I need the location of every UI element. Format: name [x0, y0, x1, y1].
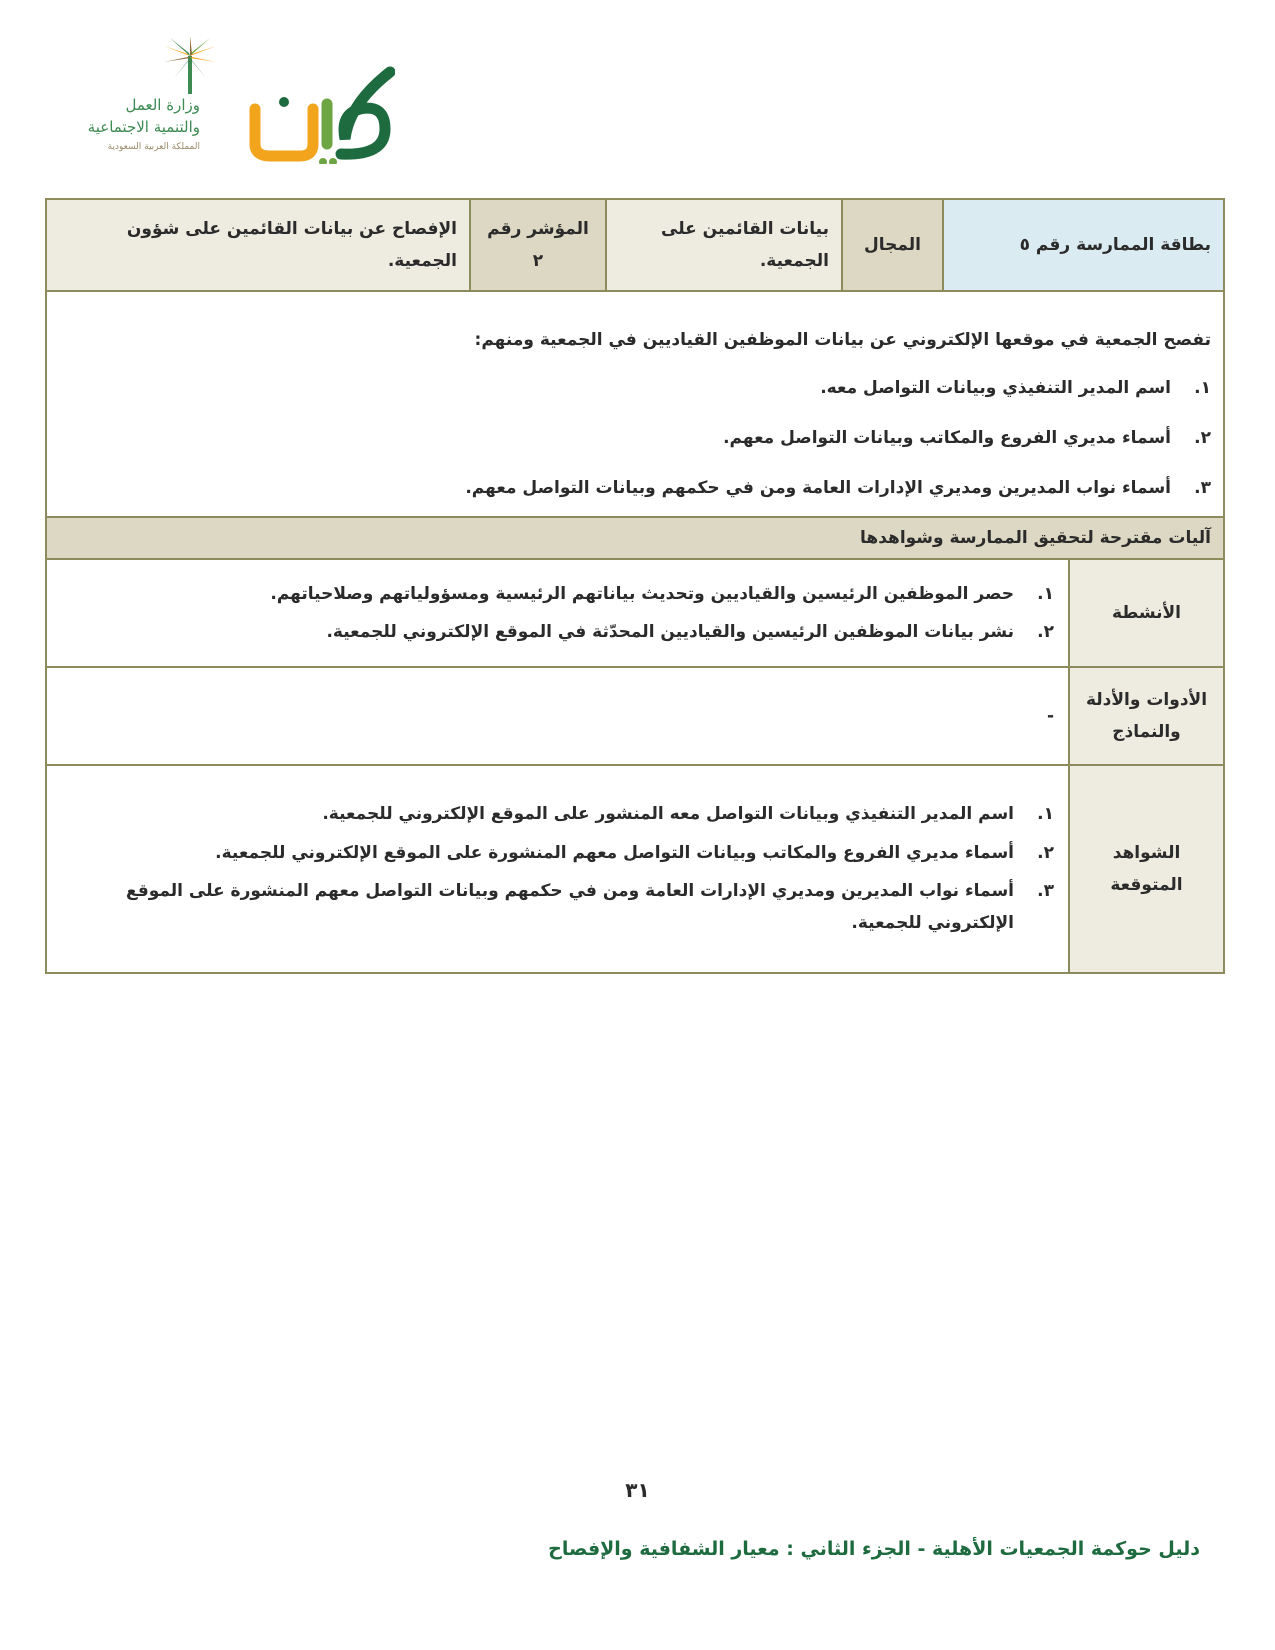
- evidence-value: [46, 765, 1069, 973]
- card-body: [45, 292, 1225, 974]
- indicator-label: المؤشر رقم ٢: [470, 199, 606, 291]
- evidence-label: الشواهد المتوقعة: [1069, 765, 1224, 973]
- item-number: ٢.: [1194, 428, 1211, 448]
- practice-card: [45, 198, 1225, 974]
- makeen-logo-text: [245, 155, 267, 166]
- list-item: [59, 478, 1211, 498]
- list-item: [59, 378, 1211, 398]
- tools-value: -: [46, 667, 1069, 765]
- makeen-logo: [245, 64, 395, 164]
- tools-row: [46, 667, 1224, 765]
- item-number: ٢.: [1037, 622, 1054, 642]
- description-list: [59, 378, 1211, 498]
- list-item: [59, 428, 1211, 448]
- card-header-row: [45, 198, 1225, 292]
- kingdom-name: المملكة العربية السعودية: [107, 142, 200, 152]
- activities-label: الأنشطة: [1069, 559, 1224, 667]
- header-logos: [60, 36, 400, 166]
- field-value: بيانات القائمين على الجمعية.: [606, 199, 842, 291]
- item-number: ٣.: [1037, 881, 1054, 901]
- mechanisms-table: [45, 558, 1225, 974]
- item-number: ٢.: [1037, 842, 1054, 863]
- mechanisms-heading: آليات مقترحة لتحقيق الممارسة وشواهدها: [47, 516, 1223, 560]
- practice-description: [47, 292, 1223, 516]
- item-number: ٣.: [1194, 478, 1211, 498]
- ministry-name-line1: وزارة العمل: [125, 96, 200, 114]
- item-number: ١.: [1194, 378, 1211, 398]
- page-number: ٣١: [625, 1478, 650, 1502]
- list-item: [61, 798, 1054, 830]
- item-text: أسماء نواب المديرين ومديري الإدارات العامة ومن في حكمهم وبيانات التواصل معهم.: [465, 478, 1171, 498]
- description-intro: تفصح الجمعية في موقعها الإلكتروني عن بيانات الموظفين القياديين في الجمعية ومنهم:: [474, 330, 1211, 350]
- item-text: اسم المدير التنفيذي وبيانات التواصل معه المنشور على الموقع الإلكتروني للجمعية.: [322, 804, 1014, 825]
- list-item: [61, 837, 1054, 869]
- field-label: المجال: [842, 199, 943, 291]
- item-text: أسماء نواب المديرين ومديري الإدارات العامة ومن في حكمهم وبيانات التواصل معهم المنشورة على الموقع الإلكتروني للجمعية.: [125, 881, 1014, 934]
- indicator-value: الإفصاح عن بيانات القائمين على شؤون الجمعية.: [46, 199, 470, 291]
- list-item: [61, 578, 1054, 610]
- item-text: أسماء مديري الفروع والمكاتب وبيانات التواصل معهم.: [723, 428, 1171, 448]
- item-text: أسماء مديري الفروع والمكاتب وبيانات التواصل معهم المنشورة على الموقع الإلكتروني للجمعية.: [215, 842, 1014, 863]
- footer-title: دليل حوكمة الجمعيات الأهلية - الجزء الثاني : معيار الشفافية والإفصاح: [548, 1538, 1200, 1560]
- tools-label: الأدوات والأدلة والنماذج: [1069, 667, 1224, 765]
- ministry-logo: [60, 36, 200, 166]
- item-text: اسم المدير التنفيذي وبيانات التواصل معه.: [820, 378, 1171, 398]
- item-text: نشر بيانات الموظفين الرئيسين والقياديين المحدّثة في الموقع الإلكتروني للجمعية.: [326, 622, 1014, 642]
- list-item: [61, 875, 1054, 940]
- item-text: حصر الموظفين الرئيسين والقياديين وتحديث بياناتهم الرئيسية ومسؤولياتهم وصلاحياتهم.: [270, 583, 1014, 604]
- palm-tree-icon: [160, 36, 220, 94]
- makeen-logo-icon: [245, 64, 395, 164]
- list-item: [61, 616, 1054, 648]
- item-number: ١.: [1037, 804, 1054, 825]
- activities-value: [46, 559, 1069, 667]
- ministry-name-line2: والتنمية الاجتماعية: [87, 118, 200, 136]
- item-number: ١.: [1037, 583, 1054, 604]
- card-title: بطاقة الممارسة رقم ٥: [943, 199, 1224, 291]
- evidence-row: [46, 765, 1224, 973]
- activities-row: [46, 559, 1224, 667]
